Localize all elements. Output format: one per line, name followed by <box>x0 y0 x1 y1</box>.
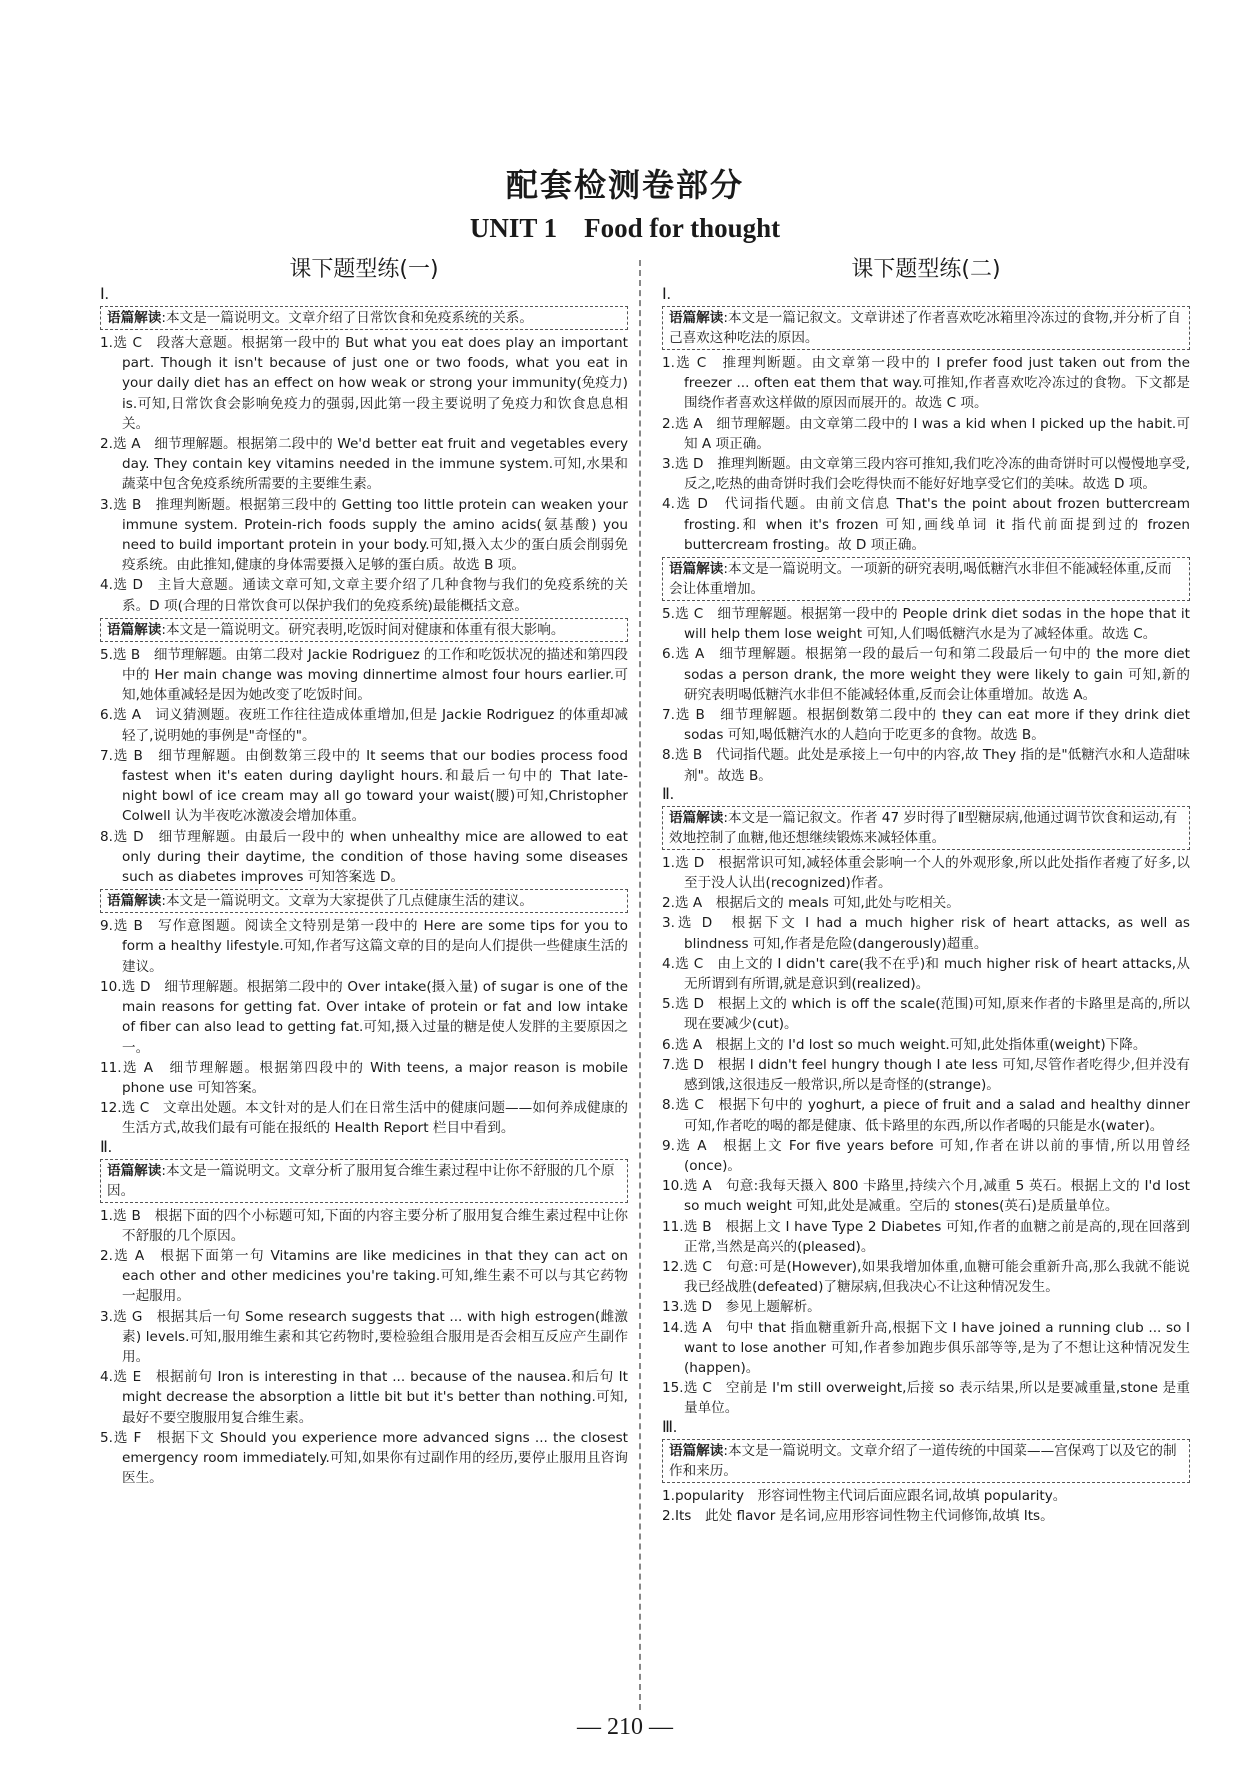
answer-item: 3.选 G 根据其后一句 Some research suggests that ... with high estrogen(雌激素) levels.可知,服用维生素和其它药物时,要检验组合服用是否会相互反应产生副作用。 <box>100 1308 628 1365</box>
answer-item: 14.选 A 句中 that 指血糖重新升高,根据下文 I have joined a running club ... so I want to lose another 可知,作者参加跑步俱乐部等等,是为了不想让这种情况发生(happen)。 <box>662 1319 1190 1376</box>
passage-summary-box <box>662 1439 1190 1483</box>
answer-item: 8.选 B 代词指代题。此处是承接上一句中的内容,故 They 指的是"低糖汽水和人造甜味剂"。故选 B。 <box>662 747 1190 784</box>
passage-summary-label: 语篇解读 <box>669 561 724 578</box>
answer-item: 5.选 F 根据下文 Should you experience more advanced signs ... the closest emergency room immediately.可知,如果你有过副作用的经历,要停止服用且咨询医生。 <box>100 1429 628 1487</box>
right-column-title: 课下题型练(二) <box>851 257 1001 282</box>
answer-item: 6.选 A 根据上文的 I'd lost so much weight.可知,此处指体重(weight)下降。 <box>662 1036 1147 1053</box>
unit-title: UNIT 1 Food for thought <box>469 213 781 243</box>
passage-summary-box <box>662 306 1190 350</box>
left-column <box>100 256 628 1488</box>
answer-item: 2.选 A 细节理解题。根据第二段中的 We'd better eat fruit and vegetables every day. They contain key vitamins needed in the immune system.可知,水果和蔬菜中包含免疫系统所需要的主要维生素。 <box>100 436 628 493</box>
answer-item: 2.选 A 根据下面第一句 Vitamins are like medicines in that they can act on each other and other medicines you're taking.可知,维生素不可以与其它药物一起服用。 <box>100 1247 628 1305</box>
answer-item: 1.选 D 根据常识可知,减轻体重会影响一个人的外观形象,所以此处指作者瘦了好多,以至于没人认出(recognized)作者。 <box>662 854 1190 892</box>
answer-item: 6.选 A 词义猜测题。夜班工作往往造成体重增加,但是 Jackie Rodriguez 的体重却减轻了,说明她的事例是"奇怪的"。 <box>100 707 628 744</box>
column-divider <box>639 260 641 1710</box>
left-column-body <box>100 286 628 1488</box>
passage-summary-box <box>100 618 628 642</box>
passage-summary-text: :本文是一篇记叙文。文章讲述了作者喜欢吃冰箱里冷冻过的食物,并分析了自己喜欢这种吃法的原因。 <box>669 310 1181 346</box>
answer-item: 1.选 C 推理判断题。由文章第一段中的 I prefer food just taken out from the freezer ... often eat them that way.可推知,作者喜欢吃冷冻过的食物。下文都是围绕作者喜欢这样做的原因而展开的。故选 C 项。 <box>662 355 1190 412</box>
passage-summary-box <box>100 889 628 913</box>
answer-item: 3.选 D 根据下文 I had a much higher risk of heart attacks, as well as blindness 可知,作者是危险(dangerously)超重。 <box>662 915 1190 952</box>
passage-summary-label: 语篇解读 <box>669 310 724 326</box>
passage-summary-label: 语篇解读 <box>669 809 724 826</box>
passage-summary-box <box>100 306 628 330</box>
passage-summary-text: :本文是一篇说明文。文章介绍了一道传统的中国菜——宫保鸡丁以及它的制作和来历。 <box>669 1442 1177 1479</box>
left-column-title: 课下题型练(一) <box>289 257 439 282</box>
answer-item: 5.选 C 细节理解题。根据第一段中的 People drink diet sodas in the hope that it will help them lose weight 可知,人们喝低糖汽水是为了减轻体重。故选 C。 <box>662 606 1190 643</box>
answer-item: 11.选 B 根据上文 I have Type 2 Diabetes 可知,作者的血糖之前是高的,现在回落到正常,当然是高兴的(pleased)。 <box>662 1218 1190 1255</box>
answer-item: 8.选 D 细节理解题。由最后一段中的 when unhealthy mice are allowed to eat only during their daytime, the condition of those having some diseases such as diabetes improves 可知答案选 D。 <box>100 828 628 886</box>
passage-summary-text: :本文是一篇说明文。文章介绍了日常饮食和免疫系统的关系。 <box>161 310 533 326</box>
answer-item: 11.选 A 细节理解题。根据第四段中的 With teens, a major reason is mobile phone use 可知答案。 <box>100 1059 628 1096</box>
right-column <box>662 256 1190 1526</box>
answer-item: 1.选 C 段落大意题。根据第一段中的 But what you eat does play an important part. Though it isn't because of just one or two foods, what you eat in your daily diet has an effect on how weak or strong your immunity(免疫力) is.可知,日常饮食会影响免疫力的强弱,因此第一段主要说明了免疫力和饮食息息相关。 <box>100 335 628 432</box>
section-heading: Ⅱ. <box>100 1138 112 1156</box>
answer-item: 4.选 D 主旨大意题。通读文章可知,文章主要介绍了几种食物与我们的免疫系统的关系。D 项(合理的日常饮食可以保护我们的免疫系统)最能概括文意。 <box>100 577 628 614</box>
section-heading: Ⅱ. <box>662 785 674 803</box>
passage-summary-box <box>662 806 1190 850</box>
answer-item: 12.选 C 句意:可是(However),如果我增加体重,血糖可能会重新升高,那么我就不能说我已经战胜(defeated)了糖尿病,但我决心不让这种情况发生。 <box>662 1258 1190 1296</box>
answer-item: 15.选 C 空前是 I'm still overweight,后接 so 表示结果,所以是要减重量,stone 是重量单位。 <box>662 1380 1190 1417</box>
passage-summary-label: 语篇解读 <box>107 893 162 910</box>
answer-item: 9.选 A 根据上文 For five years before 可知,作者在讲以前的事情,所以用曾经(once)。 <box>662 1137 1190 1174</box>
answer-item: 4.选 D 代词指代题。由前文信息 That's the point about frozen buttercream frosting.和 when it's frozen 可知,画线单词 it 指代前面提到过的 frozen buttercream frosting。故 D 项正确。 <box>662 496 1190 553</box>
passage-summary-box <box>662 557 1190 601</box>
answer-item: 7.选 D 根据 I didn't feel hungry though I ate less 可知,尽管作者吃得少,但并没有感到饿,这很违反一般常识,所以是奇怪的(strange)。 <box>662 1056 1190 1094</box>
section-heading: Ⅰ. <box>662 286 671 303</box>
answer-item: 12.选 C 文章出处题。本文针对的是人们在日常生活中的健康问题——如何养成健康的生活方式,故我们最有可能在报纸的 Health Report 栏目中看到。 <box>100 1100 628 1137</box>
answer-item: 7.选 B 细节理解题。根据倒数第二段中的 they can eat more if they drink diet sodas 可知,喝低糖汽水的人趋向于吃更多的食物。故选 B。 <box>662 707 1190 744</box>
page-number: — 210 — <box>577 1714 673 1740</box>
answer-item: 4.选 C 由上文的 I didn't care(我不在乎)和 much higher risk of heart attacks,从无所谓到有所谓,就是意识到(realized)。 <box>662 955 1190 993</box>
answer-item: 5.选 B 细节理解题。由第二段对 Jackie Rodriguez 的工作和吃饭状况的描述和第四段中的 Her main change was moving dinnertime almost four hours earlier.可知,她体重减轻是因为她改变了吃饭时间。 <box>100 646 628 704</box>
answer-item: 2.选 A 细节理解题。由文章第二段中的 I was a kid when I picked up the habit.可知 A 项正确。 <box>662 415 1190 452</box>
answer-item: 2.选 A 根据后文的 meals 可知,此处与吃相关。 <box>662 895 960 912</box>
answer-item: 13.选 D 参见上题解析。 <box>662 1299 821 1316</box>
passage-summary-text: :本文是一篇说明文。文章分析了服用复合维生素过程中让你不舒服的几个原因。 <box>107 1162 615 1199</box>
passage-summary-text: :本文是一篇说明文。一项新的研究表明,喝低糖汽水非但不能减轻体重,反而会让体重增加。 <box>669 561 1172 598</box>
right-column-body <box>662 286 1190 1526</box>
section-heading: Ⅰ. <box>100 286 109 303</box>
passage-summary-text: :本文是一篇记叙文。作者 47 岁时得了Ⅱ型糖尿病,他通过调节饮食和运动,有效地控制了血糖,他还想继续锻炼来减轻体重。 <box>669 809 1178 846</box>
passage-summary-text: :本文是一篇说明文。文章为大家提供了几点健康生活的建议。 <box>161 893 533 910</box>
passage-summary-label: 语篇解读 <box>107 310 162 326</box>
answer-item: 1.选 B 根据下面的四个小标题可知,下面的内容主要分析了服用复合维生素过程中让你不舒服的几个原因。 <box>100 1207 628 1244</box>
answer-item: 2.Its 此处 flavor 是名词,应用形容词性物主代词修饰,故填 Its。 <box>662 1507 1054 1524</box>
answer-item: 4.选 E 根据前句 Iron is interesting in that ... because of the nausea.和后句 It might decrease the absorption a little bit but it's better than nothing.可知,最好不要空腹服用复合维生素。 <box>100 1369 628 1426</box>
answer-item: 3.选 D 推理判断题。由文章第三段内容可推知,我们吃冷冻的曲奇饼时可以慢慢地享受,反之,吃热的曲奇饼时我们会吃得快而不能好好地享受它们的美味。故选 D 项。 <box>662 456 1190 493</box>
passage-summary-label: 语篇解读 <box>107 1162 162 1179</box>
passage-summary-label: 语篇解读 <box>107 621 162 638</box>
answer-item: 10.选 A 句意:我每天摄入 800 卡路里,持续六个月,减重 5 英石。根据上文的 I'd lost so much weight 可知,此处是减重。空后的 stones(英石)是质量单位。 <box>662 1178 1190 1215</box>
passage-summary-box <box>100 1159 628 1203</box>
answer-item: 9.选 B 写作意图题。阅读全文特别是第一段中的 Here are some tips for you to form a healthy lifestyle.可知,作者写这篇文章的目的是向人们提供一些健康生活的建议。 <box>100 918 628 975</box>
answer-item: 8.选 C 根据下句中的 yoghurt, a piece of fruit and a salad and healthy dinner 可知,作者吃的喝的都是健康、低卡路里的东西,所以作者喝的只能是水(water)。 <box>662 1097 1190 1134</box>
section-heading: Ⅲ. <box>662 1418 678 1436</box>
answer-item: 6.选 A 细节理解题。根据第一段的最后一句和第二段最后一句中的 the more diet sodas a person drank, the more weight they were likely to gain 可知,新的研究表明喝低糖汽水非但不能减轻体重,反而会让体重增加。故选 A。 <box>662 646 1190 703</box>
answer-item: 5.选 D 根据上文的 which is off the scale(范围)可知,原来作者的卡路里是高的,所以现在要减少(cut)。 <box>662 996 1190 1033</box>
passage-summary-text: :本文是一篇说明文。研究表明,吃饭时间对健康和体重有很大影响。 <box>161 621 565 638</box>
page-title: 配套检测卷部分 <box>505 166 744 204</box>
answer-item: 10.选 D 细节理解题。根据第二段中的 Over intake(摄入量) of sugar is one of the main reasons for getting fat. Over intake of protein or fat and low intake of fiber can also lead to getting fat.可知,摄入过量的糖是使人发胖的主要原因之一。 <box>100 978 628 1056</box>
passage-summary-label: 语篇解读 <box>669 1442 724 1459</box>
answer-item: 1.popularity 形容词性物主代词后面应跟名词,故填 popularity。 <box>662 1487 1067 1504</box>
answer-item: 7.选 B 细节理解题。由倒数第三段中的 It seems that our bodies process food fastest when it's eaten during daylight hours.和最后一句中的 That late-night bowl of ice cream may all go toward your waist(腰)可知,Christopher Colwell 认为半夜吃冰激凌会增加体重。 <box>100 747 628 825</box>
answer-item: 3.选 B 推理判断题。根据第三段中的 Getting too little protein can weaken your immune system. Protein-rich foods supply the amino acids(氨基酸) you need to build important protein in your body.可知,摄入太少的蛋白质会削弱免疫系统。由此推知,健康的身体需要摄入足够的蛋白质。故选 B 项。 <box>100 496 628 574</box>
